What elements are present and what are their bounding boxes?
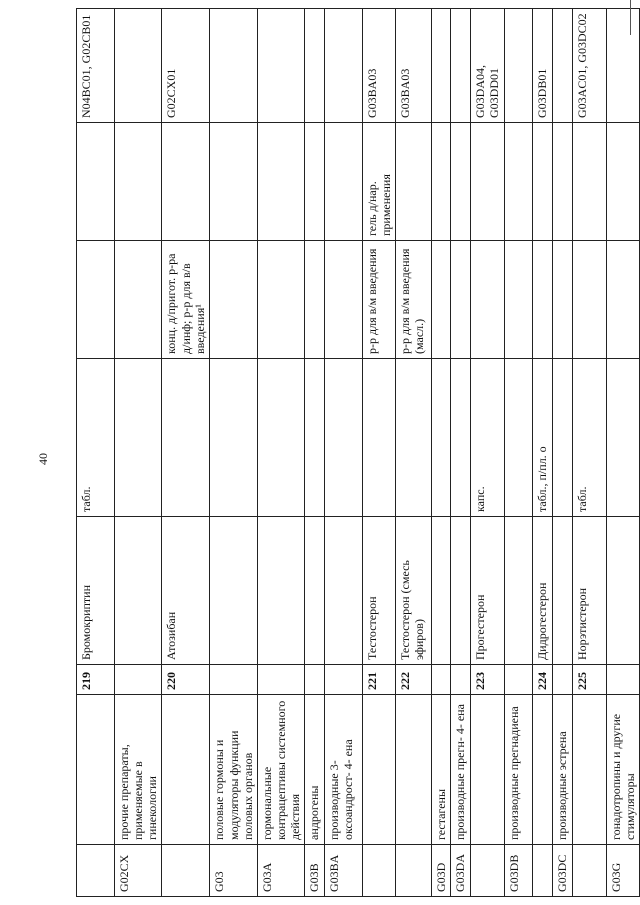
cell-form: табл. [77, 359, 115, 517]
cell-form3 [553, 123, 573, 241]
cell-drug: Тестостерон [362, 517, 395, 665]
cell-atc: N04BC01, G02CB01 [77, 9, 115, 123]
cell-group: гормональные контрацептивы системного действия [257, 695, 304, 845]
cell-drug [210, 517, 257, 665]
cell-form [451, 359, 471, 517]
cell-num: 223 [471, 665, 505, 695]
cell-form3 [395, 123, 431, 241]
cell-num: 224 [533, 665, 553, 695]
cell-num: 220 [162, 665, 210, 695]
cell-code [395, 845, 431, 897]
cell-form2 [607, 241, 640, 359]
cell-form3 [505, 123, 533, 241]
cell-form2 [451, 241, 471, 359]
cell-group [77, 695, 115, 845]
cell-group: производные 3-оксоандрост- 4- ена [324, 695, 362, 845]
cell-num [210, 665, 257, 695]
cell-form [305, 359, 324, 517]
cell-group: производные эстрена [553, 695, 573, 845]
cell-num: 222 [395, 665, 431, 695]
cell-form3 [162, 123, 210, 241]
cell-drug [115, 517, 162, 665]
cell-drug: Атозибан [162, 517, 210, 665]
cell-drug [431, 517, 450, 665]
cell-form3: гель д/нар. применения [362, 123, 395, 241]
cell-group [395, 695, 431, 845]
cell-group: половые гормоны и модуляторы функции половых органов [210, 695, 257, 845]
table-row [210, 9, 257, 897]
cell-form [505, 359, 533, 517]
cell-form2 [505, 241, 533, 359]
cell-num: 225 [573, 665, 607, 695]
cell-code: G03DC [553, 845, 573, 897]
cell-form [607, 359, 640, 517]
cell-form: табл., п/пл. о [533, 359, 553, 517]
table-row [505, 9, 533, 897]
cell-form3 [607, 123, 640, 241]
cell-group: гонадотропины и другие стимуляторы [607, 695, 640, 845]
cell-form2 [533, 241, 553, 359]
table-row [77, 9, 115, 897]
cell-form3 [324, 123, 362, 241]
cell-drug [324, 517, 362, 665]
cell-atc [305, 9, 324, 123]
cell-atc [431, 9, 450, 123]
cell-drug [553, 517, 573, 665]
cell-group: гестагены [431, 695, 450, 845]
cell-code: G03A [257, 845, 304, 897]
cell-form3 [533, 123, 553, 241]
page-number: 40 [36, 453, 50, 465]
cell-form: капс. [471, 359, 505, 517]
table-row [431, 9, 450, 897]
cell-form [362, 359, 395, 517]
cell-num [553, 665, 573, 695]
cell-atc: G03BA03 [362, 9, 395, 123]
table-row [115, 9, 162, 897]
table-row [395, 9, 431, 897]
cell-code [573, 845, 607, 897]
cell-group [533, 695, 553, 845]
cell-form3 [115, 123, 162, 241]
cell-drug [257, 517, 304, 665]
cell-num [324, 665, 362, 695]
cell-group [471, 695, 505, 845]
cell-form2 [210, 241, 257, 359]
cell-num [257, 665, 304, 695]
cell-form3 [77, 123, 115, 241]
cell-drug: Тестостерон (смесь эфиров) [395, 517, 431, 665]
cell-group: производные прегн- 4- ена [451, 695, 471, 845]
cell-drug: Дидрогестерон [533, 517, 553, 665]
cell-code: G03 [210, 845, 257, 897]
cell-drug: Прогестерон [471, 517, 505, 665]
cell-form3 [257, 123, 304, 241]
cell-atc [451, 9, 471, 123]
cell-code: G03D [431, 845, 450, 897]
cell-group: производные прегнадиена [505, 695, 533, 845]
cell-num: 221 [362, 665, 395, 695]
cell-num [305, 665, 324, 695]
cell-atc [115, 9, 162, 123]
cell-drug [607, 517, 640, 665]
table-row [607, 9, 640, 897]
cell-form2 [77, 241, 115, 359]
cell-code [533, 845, 553, 897]
cell-atc [553, 9, 573, 123]
cell-form [257, 359, 304, 517]
cell-form2 [305, 241, 324, 359]
cell-code: G03DB [505, 845, 533, 897]
table-row [324, 9, 362, 897]
cell-form2 [471, 241, 505, 359]
cell-num: 219 [77, 665, 115, 695]
cell-atc: G03BA03 [395, 9, 431, 123]
cell-form2: конц. д/пригот. р-ра д/инф; р-р для в/в введения¹ [162, 241, 210, 359]
cell-num [431, 665, 450, 695]
cell-form3 [451, 123, 471, 241]
table-row [257, 9, 304, 897]
cell-drug: Норэтистерон [573, 517, 607, 665]
cell-num [607, 665, 640, 695]
cell-code: G03G [607, 845, 640, 897]
table-row [553, 9, 573, 897]
cell-form2: р-р для в/м введения (масл.) [395, 241, 431, 359]
table-row [362, 9, 395, 897]
cell-num [505, 665, 533, 695]
cell-form3 [210, 123, 257, 241]
table-row [573, 9, 607, 897]
cell-code [471, 845, 505, 897]
cell-drug [451, 517, 471, 665]
table-row [533, 9, 553, 897]
cell-form3 [305, 123, 324, 241]
cell-atc [257, 9, 304, 123]
cell-code [362, 845, 395, 897]
drug-list-table [76, 8, 640, 897]
cell-form [162, 359, 210, 517]
cell-form: табл. [573, 359, 607, 517]
cell-code: G03DA [451, 845, 471, 897]
cell-atc: G02CX01 [162, 9, 210, 123]
cell-group [573, 695, 607, 845]
cell-form [324, 359, 362, 517]
cell-num [451, 665, 471, 695]
cell-num [115, 665, 162, 695]
table-row [305, 9, 324, 897]
divider-line [630, 0, 631, 35]
cell-form [431, 359, 450, 517]
cell-form2 [324, 241, 362, 359]
cell-code: G03B [305, 845, 324, 897]
cell-group [362, 695, 395, 845]
cell-group: прочие препараты, применяемые в гинекологии [115, 695, 162, 845]
cell-code: G03BA [324, 845, 362, 897]
cell-form3 [471, 123, 505, 241]
cell-form3 [573, 123, 607, 241]
cell-form2 [553, 241, 573, 359]
cell-form2 [257, 241, 304, 359]
table-row [162, 9, 210, 897]
cell-form2 [573, 241, 607, 359]
cell-form [115, 359, 162, 517]
cell-code [77, 845, 115, 897]
cell-group: андрогены [305, 695, 324, 845]
cell-atc: G03DA04, G03DD01 [471, 9, 505, 123]
cell-form [553, 359, 573, 517]
cell-atc [607, 9, 640, 123]
cell-atc [505, 9, 533, 123]
cell-atc: G03AC01, G03DC02 [573, 9, 607, 123]
cell-form [395, 359, 431, 517]
cell-drug [505, 517, 533, 665]
cell-drug: Бромокриптин [77, 517, 115, 665]
table-row [471, 9, 505, 897]
cell-form2: р-р для в/м введения [362, 241, 395, 359]
cell-group [162, 695, 210, 845]
cell-drug [305, 517, 324, 665]
cell-code [162, 845, 210, 897]
cell-form2 [115, 241, 162, 359]
cell-atc [324, 9, 362, 123]
table-row [451, 9, 471, 897]
cell-form [210, 359, 257, 517]
cell-code: G02CX [115, 845, 162, 897]
cell-form3 [431, 123, 450, 241]
cell-atc: G03DB01 [533, 9, 553, 123]
cell-form2 [431, 241, 450, 359]
cell-atc [210, 9, 257, 123]
